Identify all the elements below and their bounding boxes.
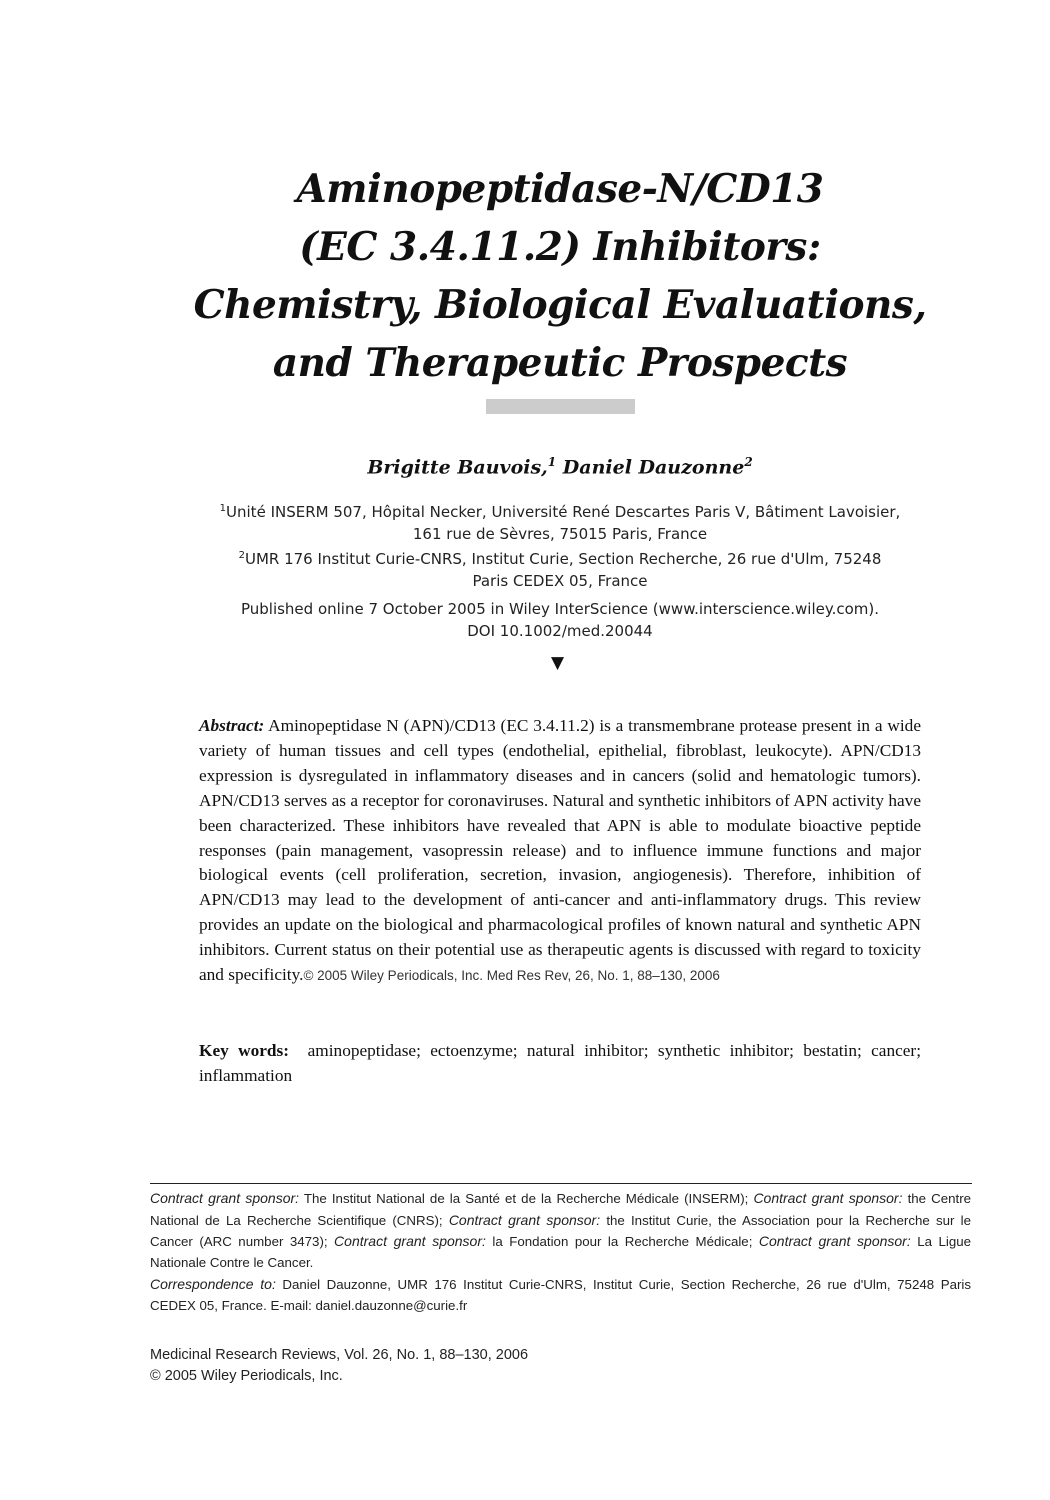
grant-sponsors xyxy=(150,1188,971,1274)
doi: DOI 10.1002/med.20044 xyxy=(467,621,653,640)
affiliation-mark: 1 xyxy=(219,503,227,514)
affiliation-line xyxy=(150,498,970,524)
journal-info xyxy=(150,1345,528,1387)
article-title xyxy=(150,160,970,392)
keywords-label: Key words: xyxy=(199,1041,289,1060)
sponsor-label: Contract grant sponsor: xyxy=(753,1190,903,1206)
sponsor-text: the Institut Curie, the Association pour la Recherche sur le Cancer (ARC number 3473); xyxy=(150,1212,971,1250)
author-affiliation-mark: 1 xyxy=(547,455,557,469)
abstract-text: Aminopeptidase N (APN)/CD13 (EC 3.4.11.2) is a transmembrane protease present in a wide variety of human tissues and cell types (endothelial, epithelial, fibroblast, leukocyte). APN/CD13 expression is dysregulated in inflammatory diseases and in cancers (solid and hematologic tumors). APN/CD13 serves as a receptor for coronaviruses. Natural and synthetic inhibitors of APN activity have been characterized. These inhibitors have revealed that APN is able to modulate bioactive peptide responses (pain management, vasopressin release) and to influence immune functions and major biological events (cell proliferation, secretion, invasion, angiogenesis). Therefore, inhibition of APN/CD13 may lead to the development of anti-cancer and anti-inflammatory drugs. This review provides an update on the biological and pharmacological profiles of known natural and synthetic APN inhibitors. Current status on their potential use as therapeutic agents is discussed with regard to toxicity and specificity. xyxy=(199,716,921,985)
sponsor-text: the Centre National de La Recherche Scientifique (CNRS); xyxy=(150,1191,972,1228)
sponsor-label: Contract grant sponsor: xyxy=(334,1233,486,1250)
abstract xyxy=(199,714,921,989)
author-name: Daniel Dauzonne xyxy=(562,456,745,479)
correspondence-label: Correspondence to: xyxy=(150,1275,276,1292)
affiliation-mark: 2 xyxy=(238,550,245,561)
affiliation-line: Paris CEDEX 05, France xyxy=(472,571,648,590)
sponsor-label: Contract grant sponsor: xyxy=(758,1233,911,1250)
abstract-citation: © 2005 Wiley Periodicals, Inc. Med Res Rev, 26, No. 1, 88–130, 2006 xyxy=(303,968,720,984)
affiliation-text: Unité INSERM 507, Hôpital Necker, Université René Descartes Paris V, Bâtiment Lavoisier, xyxy=(226,503,901,521)
affiliation-line: 161 rue de Sèvres, 75015 Paris, France xyxy=(412,524,708,543)
keywords xyxy=(199,1038,921,1088)
title-line: Chemistry, Biological Evaluations, xyxy=(193,282,927,328)
correspondence xyxy=(150,1274,971,1316)
author-name: Brigitte Bauvois, xyxy=(367,456,548,479)
sponsor-text: La Ligue Nationale Contre le Cancer. xyxy=(150,1234,972,1271)
section-divider-icon: ▼ xyxy=(551,653,565,673)
sponsor-text: The Institut National de la Santé et de la Recherche Médicale (INSERM); xyxy=(303,1191,749,1206)
footnote-divider xyxy=(150,1183,972,1184)
journal-citation: Medicinal Research Reviews, Vol. 26, No. 1, 88–130, 2006 xyxy=(150,1347,529,1363)
sponsor-label: Contract grant sponsor: xyxy=(448,1211,601,1228)
published-online: Published online 7 October 2005 in Wiley InterScience (www.interscience.wiley.com). xyxy=(240,600,880,618)
author-list xyxy=(150,455,970,478)
sponsor-label: Contract grant sponsor: xyxy=(150,1190,300,1206)
correspondence-text: Daniel Dauzonne, UMR 176 Institut Curie-CNRS, Institut Curie, Section Recherche, 26 rue d'Ulm, 75248 Paris CEDEX 05, France. E-mail: daniel.dauzonne@curie.fr xyxy=(150,1276,971,1313)
publication-info xyxy=(150,599,970,642)
affiliation-text: UMR 176 Institut Curie-CNRS, Institut Curie, Section Recherche, 26 rue d'Ulm, 75248 xyxy=(244,550,882,568)
affiliation-line xyxy=(150,545,970,571)
title-decorative-bar xyxy=(486,399,635,414)
title-line: and Therapeutic Prospects xyxy=(272,340,848,386)
keywords-text: aminopeptidase; ectoenzyme; natural inhibitor; synthetic inhibitor; bestatin; cancer; inflammation xyxy=(199,1041,921,1085)
journal-copyright: © 2005 Wiley Periodicals, Inc. xyxy=(150,1368,343,1384)
sponsor-text: la Fondation pour la Recherche Médicale; xyxy=(492,1234,753,1250)
title-line: Aminopeptidase-N/CD13 xyxy=(296,166,824,212)
title-line: (EC 3.4.11.2) Inhibitors: xyxy=(299,224,821,270)
author-affiliation-mark: 2 xyxy=(744,455,753,469)
abstract-label: Abstract: xyxy=(199,716,265,735)
footnotes xyxy=(150,1188,971,1316)
affiliations xyxy=(150,498,970,592)
